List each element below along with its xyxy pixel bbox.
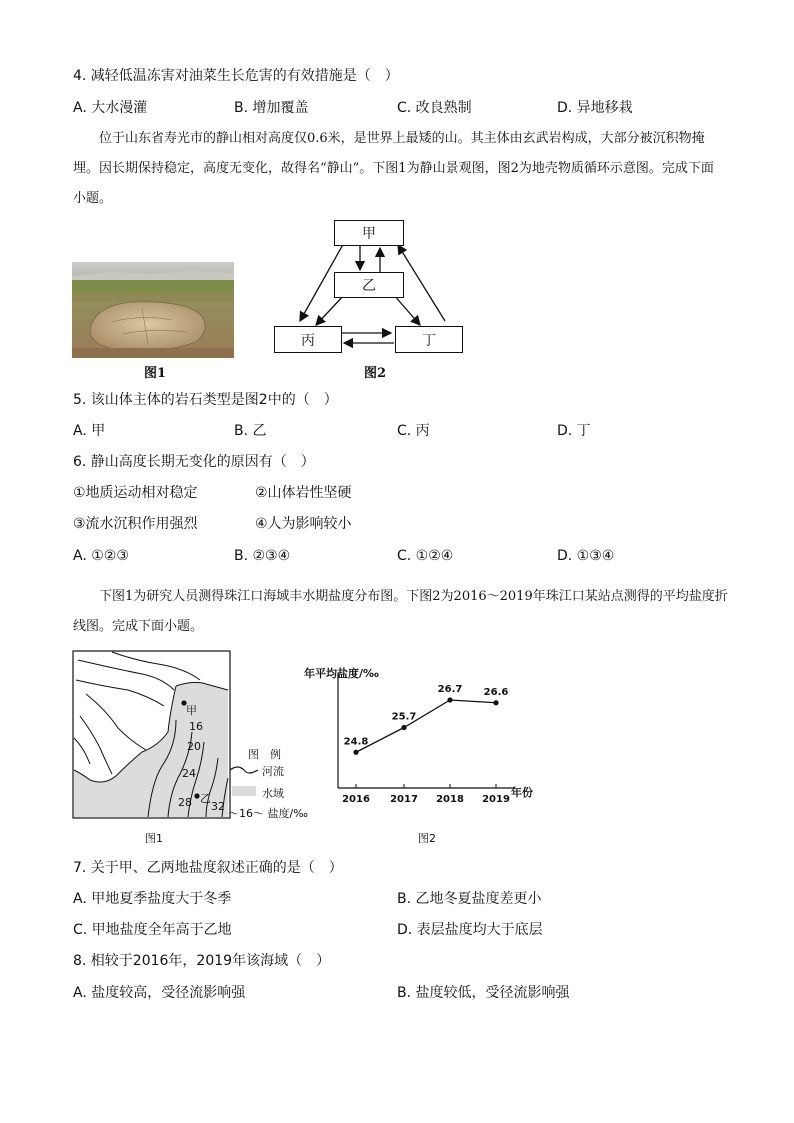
q6-item-2: ②山体岩性坚硬 bbox=[255, 485, 352, 501]
data-point bbox=[353, 750, 358, 755]
map-label-yi: 乙 bbox=[200, 792, 211, 805]
q4-option-b: B. 增加覆盖 bbox=[234, 100, 309, 116]
rock-yi-box: 乙 bbox=[334, 272, 404, 298]
isoline-label-28: 28 bbox=[178, 796, 192, 809]
isoline-label-32: 32 bbox=[211, 800, 225, 813]
q6-stem: 6. 静山高度长期无变化的原因有（ ） bbox=[73, 454, 315, 470]
q5-option-b: B. 乙 bbox=[234, 423, 267, 439]
data-point bbox=[493, 700, 498, 705]
q5-option-c: C. 丙 bbox=[397, 423, 430, 439]
data-point bbox=[401, 725, 406, 730]
q7-option-d: D. 表层盐度均大于底层 bbox=[397, 922, 543, 938]
legend-water-label: 水域 bbox=[262, 787, 284, 800]
data-point bbox=[447, 697, 452, 702]
legend-river-label: 河流 bbox=[262, 765, 284, 778]
x-tick-label: 2019 bbox=[482, 794, 510, 805]
chart-plot bbox=[300, 660, 550, 810]
x-tick-label: 2017 bbox=[390, 794, 418, 805]
q7-option-b: B. 乙地冬夏盐度差更小 bbox=[397, 891, 542, 907]
q4-option-d: D. 异地移栽 bbox=[557, 100, 633, 116]
salinity-line-chart bbox=[300, 660, 550, 810]
chart-ylabel: 年平均盐度/‰ bbox=[304, 667, 379, 680]
passage-jingshan: 位于山东省寿光市的静山相对高度仅0.6米，是世界上最矮的山。其主体由玄武岩构成，大部分被沉积物掩埋。因长期保持稳定，高度无变化，故得名“静山”。下图1为静山景观图，图2为地壳物质循环示意图。完成下面小题。 bbox=[73, 131, 714, 206]
q8-option-b: B. 盐度较低，受径流影响强 bbox=[397, 985, 570, 1001]
fig2-caption: 图2 bbox=[364, 366, 387, 381]
map-caption: 图1 bbox=[145, 832, 163, 845]
q6-item-4: ④人为影响较小 bbox=[255, 516, 352, 532]
legend-title: 图 例 bbox=[248, 748, 281, 761]
q8-option-a: A. 盐度较高，受径流影响强 bbox=[73, 985, 246, 1001]
legend-salinity-label: ～16～ 盐度/‰ bbox=[228, 807, 308, 820]
q6-option-b: B. ②③④ bbox=[234, 548, 291, 564]
q6-option-d: D. ①③④ bbox=[557, 548, 615, 564]
chart-caption: 图2 bbox=[418, 832, 436, 845]
data-label: 24.8 bbox=[343, 736, 369, 748]
q8-stem: 8. 相较于2016年，2019年该海域（ ） bbox=[73, 953, 331, 969]
rock-cycle-diagram bbox=[270, 218, 470, 358]
isoline-label-24: 24 bbox=[182, 767, 196, 780]
q6-option-a: A. ①②③ bbox=[73, 548, 129, 564]
rock-jia-box: 甲 bbox=[334, 220, 404, 246]
isoline-label-20: 20 bbox=[187, 740, 201, 753]
rock-bing-box: 丙 bbox=[274, 326, 342, 353]
data-label: 25.7 bbox=[391, 711, 417, 723]
q4-stem: 4. 减轻低温冻害对油菜生长危害的有效措施是（ ） bbox=[73, 68, 399, 84]
isoline-label-16: 16 bbox=[189, 720, 203, 733]
map-label-jia: 甲 bbox=[186, 704, 197, 717]
data-label: 26.7 bbox=[437, 684, 463, 695]
q7-stem: 7. 关于甲、乙两地盐度叙述正确的是（ ） bbox=[73, 860, 343, 876]
salinity-map bbox=[72, 650, 314, 820]
passage-pearl-river: 下图1为研究人员测得珠江口海域丰水期盐度分布图。下图2为2016～2019年珠江口某站点测得的平均盐度折线图。完成下面小题。 bbox=[73, 589, 728, 634]
q5-option-a: A. 甲 bbox=[73, 423, 106, 439]
jingshan-photo bbox=[72, 262, 234, 358]
q6-item-1: ①地质运动相对稳定 bbox=[73, 485, 198, 501]
q5-option-d: D. 丁 bbox=[557, 423, 591, 439]
data-label: 26.6 bbox=[483, 686, 509, 698]
rock-ding-box: 丁 bbox=[395, 326, 463, 353]
x-tick-label: 2018 bbox=[436, 794, 464, 805]
q6-item-3: ③流水沉积作用强烈 bbox=[73, 516, 198, 532]
q6-option-c: C. ①②④ bbox=[397, 548, 454, 564]
q4-option-c: C. 改良熟制 bbox=[397, 100, 472, 116]
fig1-caption: 图1 bbox=[144, 366, 167, 381]
chart-xlabel: 年份 bbox=[511, 786, 533, 799]
q5-stem: 5. 该山体主体的岩石类型是图2中的（ ） bbox=[73, 392, 338, 408]
q4-option-a: A. 大水漫灌 bbox=[73, 100, 148, 116]
q7-option-a: A. 甲地夏季盐度大于冬季 bbox=[73, 891, 232, 907]
series-line bbox=[356, 700, 496, 752]
x-tick-label: 2016 bbox=[342, 794, 370, 805]
q7-option-c: C. 甲地盐度全年高于乙地 bbox=[73, 922, 232, 938]
